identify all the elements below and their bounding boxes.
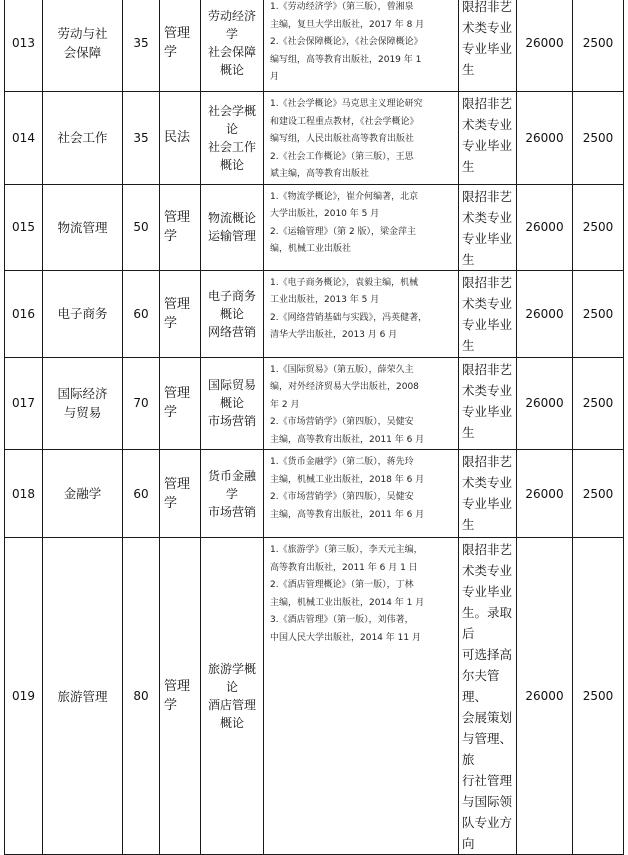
- admission-note-line: 向: [462, 836, 475, 851]
- admission-note-line: 行社管理: [462, 773, 513, 788]
- admission-note-line: 术类专业: [462, 117, 513, 132]
- exam-courses-line: 学: [225, 27, 238, 41]
- program-category-line: 学: [164, 229, 178, 244]
- table-row: [5, 0, 624, 92]
- program-name: [43, 450, 123, 538]
- admission-note: [459, 538, 517, 855]
- exam-courses: [201, 450, 264, 538]
- admission-note-line: 限招非艺: [462, 542, 513, 557]
- program-code: 016: [5, 270, 43, 357]
- credit-fee: 2500: [573, 357, 624, 450]
- credit-fee: 2500: [573, 450, 624, 538]
- reference-books-line: 1.《旅游学》（第三版），李天元主编，: [270, 545, 423, 555]
- admission-note-line: 专业毕业: [462, 41, 513, 56]
- admission-note-line: 专业毕业: [462, 138, 513, 153]
- reference-books-line: 主编，机械工业出版社，2014 年 1 月: [270, 597, 425, 608]
- admission-note-line: 生: [462, 517, 475, 532]
- program-category: [160, 92, 201, 185]
- table-body: [5, 0, 624, 855]
- admission-note-line: 限招非艺: [462, 361, 513, 377]
- admission-note-line: 尔夫管理、: [462, 668, 500, 704]
- credit-fee: 2500: [573, 184, 624, 270]
- exam-courses-line: 市场营销: [207, 504, 256, 519]
- exam-courses-line: 市场营销: [207, 414, 256, 429]
- exam-courses-line: 概论: [219, 63, 244, 77]
- reference-books-line: 主编，复旦大学出版社，2017 年 8 月: [270, 19, 425, 30]
- exam-courses-line: 社会工作: [207, 139, 256, 154]
- exam-courses-line: 论: [225, 680, 238, 694]
- program-name-line: 社会工作: [57, 130, 108, 146]
- reference-books-line: 月: [270, 72, 280, 82]
- program-category-line: 学: [164, 45, 178, 60]
- program-category-line: 管理: [164, 386, 191, 402]
- reference-books-line: 1.《电子商务概论》，袁毅主编，机械: [270, 277, 419, 288]
- enrollment-count: 70: [123, 357, 160, 450]
- admission-note-line: 术类专业: [462, 209, 513, 225]
- reference-books-line: 2.《网络营销基础与实践》，冯英健著，: [270, 312, 428, 323]
- reference-books-line: 2.《运输管理》（第 2 版），梁金萍主: [270, 226, 417, 237]
- reference-books-line: 主编，高等教育出版社，2011 年 6 月: [270, 434, 425, 445]
- exam-courses: [201, 538, 264, 855]
- programs-table: [4, 0, 624, 855]
- admission-note: [459, 92, 517, 185]
- table-row: [5, 357, 624, 450]
- program-name-line: 旅游管理: [57, 688, 108, 704]
- exam-courses-line: 概论: [219, 157, 244, 172]
- program-category-line: 学: [164, 315, 178, 331]
- admission-note-line: 限招非艺: [462, 0, 513, 14]
- reference-books-line: 主编，机械工业出版社，2018 年 6 月: [270, 474, 425, 485]
- reference-books-line: 工业出版社，2013 年 5 月: [270, 295, 380, 305]
- reference-books-line: 高等教育出版社，2011 年 6 月 1 日: [270, 562, 418, 573]
- admission-note-line: 限招非艺: [462, 274, 513, 290]
- program-name-line: 劳动与社: [57, 26, 108, 41]
- program-name: [43, 0, 123, 92]
- admission-note: [459, 357, 517, 450]
- program-code: 018: [5, 450, 43, 538]
- reference-books-line: 2.《市场营销学》（第四版），吴健安: [270, 492, 414, 502]
- reference-books-line: 编，对外经济贸易大学出版社，2008: [270, 382, 419, 392]
- admission-note-line: 专业毕业: [462, 230, 513, 246]
- exam-courses-line: 酒店管理: [207, 698, 256, 712]
- admission-note-line: 与管理、旅: [462, 731, 513, 767]
- tuition-fee: 26000: [517, 450, 573, 538]
- program-name: [43, 538, 123, 855]
- program-code: 015: [5, 184, 43, 270]
- admission-note-line: 生: [462, 337, 475, 353]
- program-category-line: 管理: [164, 476, 191, 492]
- exam-courses: [201, 184, 264, 270]
- reference-books: [264, 270, 459, 357]
- reference-books: [264, 450, 459, 538]
- exam-courses-line: 劳动经济: [207, 9, 256, 23]
- exam-courses-line: 国际贸易: [207, 378, 256, 393]
- reference-books-line: 和建设工程重点教材，《社会学概论》: [270, 116, 419, 127]
- exam-courses-line: 网络营销: [207, 324, 256, 339]
- credit-fee: 2500: [573, 0, 624, 92]
- exam-courses-line: 电子商务: [207, 288, 256, 303]
- admission-note: [459, 450, 517, 538]
- reference-books-line: 2.《酒店管理概论》（第一版），丁林: [270, 580, 414, 590]
- exam-courses: [201, 270, 264, 357]
- tuition-fee: 26000: [517, 0, 573, 92]
- reference-books-line: 2.《社会工作概论》（第三版），王思: [270, 151, 414, 162]
- program-name-line: 金融学: [63, 486, 102, 501]
- enrollment-count: 60: [123, 450, 160, 538]
- reference-books-line: 中国人民大学出版社，2014 年 11 月: [270, 632, 421, 643]
- reference-books: [264, 357, 459, 450]
- admission-note-line: 限招非艺: [462, 188, 513, 204]
- admission-note-line: 术类专业: [462, 382, 513, 398]
- program-name: [43, 357, 123, 450]
- reference-books-line: 斌主编，高等教育出版社: [270, 169, 370, 179]
- program-category: [160, 270, 201, 357]
- exam-courses-line: 社会学概: [207, 103, 256, 118]
- program-code: 014: [5, 92, 43, 185]
- admission-note-line: 术类专业: [462, 295, 513, 311]
- exam-courses-line: 学: [225, 486, 238, 501]
- program-code: 013: [5, 0, 43, 92]
- program-category: [160, 184, 201, 270]
- program-category-line: 学: [164, 495, 178, 511]
- reference-books-line: 1.《物流学概论》，崔介何编著，北京: [270, 191, 419, 202]
- program-category-line: 管理: [164, 26, 191, 41]
- admission-note-line: 生: [462, 424, 475, 440]
- admission-note-line: 与国际领: [462, 794, 513, 809]
- tuition-fee: 26000: [517, 92, 573, 185]
- program-name-line: 会保障: [63, 45, 102, 60]
- enrollment-count: 35: [123, 92, 160, 185]
- admission-note-line: 生: [462, 159, 475, 174]
- admission-note-line: 限招非艺: [462, 96, 513, 111]
- exam-courses-line: 论: [225, 121, 238, 136]
- program-category-line: 民法: [164, 130, 191, 146]
- table-row: [5, 538, 624, 855]
- reference-books-line: 主编，高等教育出版社，2011 年 6 月: [270, 509, 425, 520]
- program-code: 019: [5, 538, 43, 855]
- admission-note-line: 术类专业: [462, 563, 513, 578]
- reference-books-line: 编，机械工业出版社: [270, 244, 352, 254]
- exam-courses: [201, 92, 264, 185]
- admission-note-line: 限招非艺: [462, 454, 513, 469]
- program-name-line: 物流管理: [57, 219, 108, 235]
- reference-books-line: 3.《酒店管理》（第一版），刘伟著，: [270, 615, 414, 625]
- table-row: [5, 450, 624, 538]
- program-name-line: 与贸易: [63, 405, 102, 421]
- tuition-fee: 26000: [517, 184, 573, 270]
- reference-books-line: 1.《国际贸易》（第五版），薛荣久主: [270, 364, 414, 375]
- reference-books-line: 年 2 月: [270, 399, 300, 410]
- reference-books-line: 编写组，高等教育出版社，2019 年 1: [270, 54, 422, 65]
- program-name-line: 电子商务: [57, 306, 108, 321]
- reference-books-line: 清华大学出版社，2013 月 6 月: [270, 330, 398, 340]
- program-category-line: 学: [164, 698, 178, 713]
- program-code: 017: [5, 357, 43, 450]
- program-category-line: 管理: [164, 679, 191, 694]
- admission-note-line: 可选择高: [462, 647, 513, 662]
- exam-courses-line: 运输管理: [207, 229, 256, 243]
- admission-note-line: 术类专业: [462, 20, 513, 35]
- credit-fee: 2500: [573, 92, 624, 185]
- tuition-fee: 26000: [517, 270, 573, 357]
- admission-note-line: 生。录取后: [462, 605, 513, 641]
- admission-note-line: 专业毕业: [462, 496, 513, 511]
- tuition-fee: 26000: [517, 538, 573, 855]
- reference-books-line: 2.《市场营销学》（第四版），吴健安: [270, 417, 414, 427]
- exam-courses: [201, 0, 264, 92]
- program-name: [43, 92, 123, 185]
- reference-books: [264, 184, 459, 270]
- exam-courses-line: 货币金融: [207, 468, 256, 483]
- program-category: [160, 538, 201, 855]
- program-category: [160, 0, 201, 92]
- table-row: [5, 184, 624, 270]
- admission-note-line: 专业毕业: [462, 403, 513, 419]
- program-category-line: 学: [164, 405, 178, 421]
- admission-note: [459, 0, 517, 92]
- credit-fee: 2500: [573, 270, 624, 357]
- exam-courses-line: 物流概论: [207, 211, 256, 225]
- exam-courses-line: 旅游学概: [207, 662, 256, 676]
- program-category: [160, 357, 201, 450]
- admission-note-line: 专业毕业: [462, 316, 513, 332]
- exam-courses-line: 概论: [219, 396, 244, 411]
- enrollment-count: 50: [123, 184, 160, 270]
- program-category-line: 管理: [164, 210, 191, 225]
- reference-books-line: 1.《社会学概论》马克思主义理论研究: [270, 99, 423, 109]
- admission-note-line: 生: [462, 251, 475, 267]
- reference-books-line: 1.《劳动经济学》（第三版），曾湘泉: [270, 2, 414, 12]
- enrollment-count: 60: [123, 270, 160, 357]
- enrollment-count: 80: [123, 538, 160, 855]
- admission-note-line: 生: [462, 62, 475, 77]
- credit-fee: 2500: [573, 538, 624, 855]
- admission-note: [459, 184, 517, 270]
- reference-books-line: 1.《货币金融学》（第二版），蒋先玲: [270, 457, 414, 467]
- program-name-line: 国际经济: [57, 386, 108, 402]
- enrollment-count: 35: [123, 0, 160, 92]
- program-category: [160, 450, 201, 538]
- reference-books-line: 2.《社会保障概论》，《社会保障概论》: [270, 37, 423, 47]
- admission-note: [459, 270, 517, 357]
- table-row: [5, 92, 624, 185]
- reference-books-line: 大学出版社，2010 年 5 月: [270, 209, 380, 219]
- exam-courses: [201, 357, 264, 450]
- admission-note-line: 队专业方: [462, 815, 513, 830]
- admission-note-line: 会展策划: [462, 710, 513, 725]
- program-category-line: 管理: [164, 296, 191, 312]
- program-name: [43, 270, 123, 357]
- exam-courses-line: 社会保障: [207, 45, 256, 59]
- exam-courses-line: 概论: [219, 716, 244, 730]
- table-row: [5, 270, 624, 357]
- tuition-fee: 26000: [517, 357, 573, 450]
- program-name: [43, 184, 123, 270]
- reference-books: [264, 0, 459, 92]
- reference-books-line: 编写组，人民出版社高等教育出版社: [270, 134, 415, 144]
- reference-books: [264, 538, 459, 855]
- exam-courses-line: 概论: [219, 306, 244, 321]
- admission-note-line: 专业毕业: [462, 584, 513, 599]
- reference-books: [264, 92, 459, 185]
- admission-note-line: 术类专业: [462, 475, 513, 490]
